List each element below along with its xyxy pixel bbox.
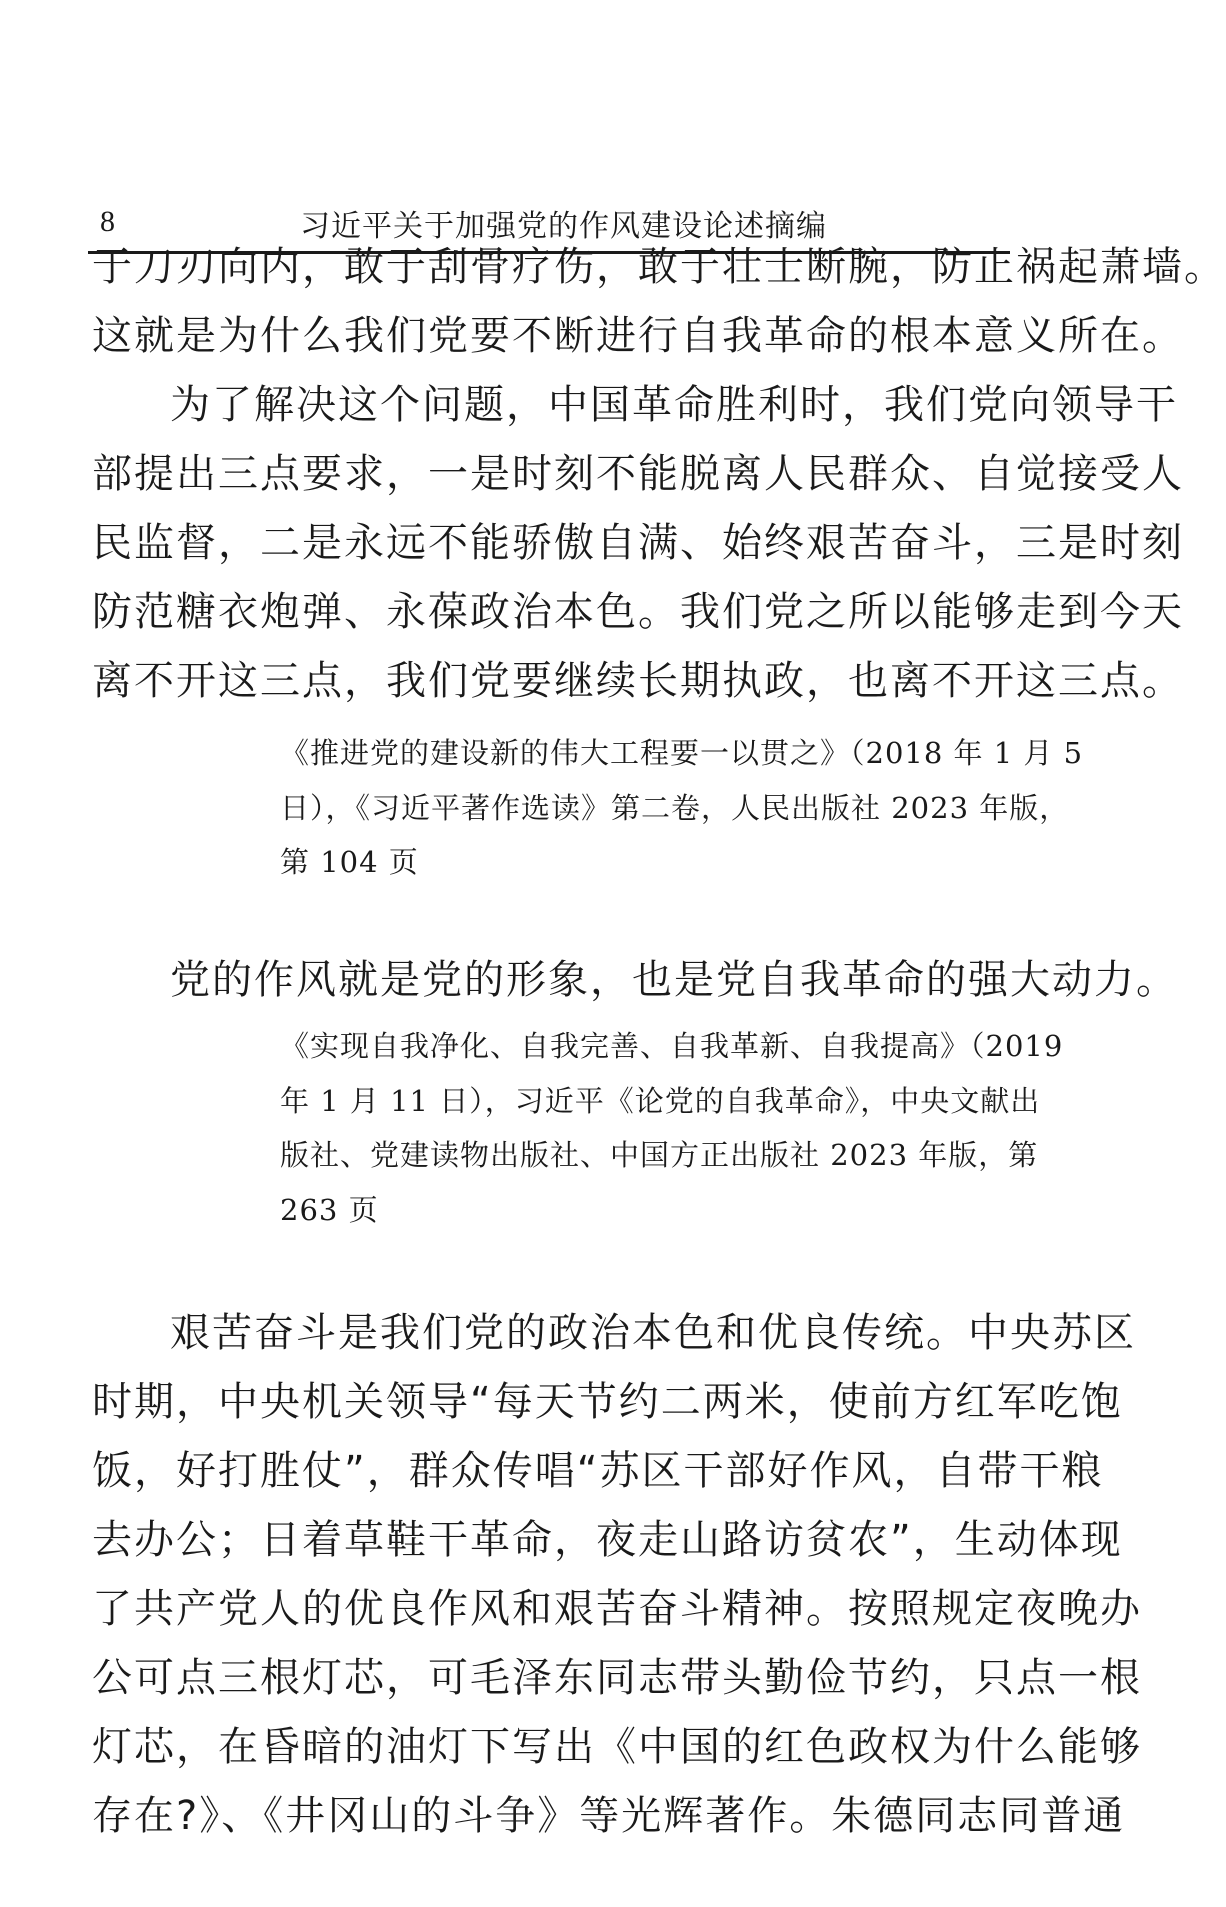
- body-line: 防范糖衣炮弹、永葆政治本色。我们党之所以能够走到今天: [92, 589, 1184, 635]
- body-line: 饭，好打胜仗”，群众传唱“苏区干部好作风，自带干粮: [92, 1448, 1104, 1494]
- source-note-line: 263 页: [280, 1193, 379, 1227]
- body-line: 这就是为什么我们党要不断进行自我革命的根本意义所在。: [92, 313, 1184, 359]
- body-line: 了共产党人的优良作风和艰苦奋斗精神。按照规定夜晚办: [92, 1586, 1142, 1632]
- page-number: 8: [100, 205, 115, 238]
- page-header: [92, 195, 1010, 245]
- source-note-line: 《推进党的建设新的伟大工程要一以贯之》（2018 年 1 月 5: [280, 736, 1084, 770]
- body-line: 离不开这三点，我们党要继续长期执政，也离不开这三点。: [92, 658, 1184, 704]
- body-line: 部提出三点要求，一是时刻不能脱离人民群众、自觉接受人: [92, 451, 1184, 497]
- body-line: 艰苦奋斗是我们党的政治本色和优良传统。中央苏区: [170, 1310, 1136, 1356]
- source-note-line: 第 104 页: [280, 845, 419, 879]
- body-line: 时期，中央机关领导“每天节约二两米，使前方红军吃饱: [92, 1379, 1123, 1425]
- body-line: 为了解决这个问题，中国革命胜利时，我们党向领导干: [170, 382, 1178, 428]
- source-note-line: 年 1 月 11 日），习近平《论党的自我革命》，中央文献出: [280, 1084, 1041, 1118]
- body-line: 公可点三根灯芯，可毛泽东同志带头勤俭节约，只点一根: [92, 1655, 1142, 1701]
- source-note-line: 《实现自我净化、自我完善、自我革新、自我提高》（2019: [280, 1029, 1064, 1063]
- body-line: 党的作风就是党的形象，也是党自我革命的强大动力。: [170, 957, 1178, 1003]
- body-line: 存在?》、《井冈山的斗争》等光辉著作。朱德同志同普通: [92, 1793, 1126, 1839]
- body-line: 去办公；日着草鞋干革命，夜走山路访贫农”，生动体现: [92, 1517, 1123, 1563]
- body-line: 灯芯，在昏暗的油灯下写出《中国的红色政权为什么能够: [92, 1724, 1142, 1770]
- body-line: 于刀刃向内，敢于刮骨疗伤，敢于壮士断腕，防止祸起萧墙。: [92, 244, 1226, 290]
- source-note-line: 版社、党建读物出版社、中国方正出版社 2023 年版，第: [280, 1138, 1039, 1172]
- running-title: 习近平关于加强党的作风建设论述摘编: [300, 209, 827, 244]
- body-line: 民监督，二是永远不能骄傲自满、始终艰苦奋斗，三是时刻: [92, 520, 1184, 566]
- source-note-line: 日），《习近平著作选读》第二卷，人民出版社 2023 年版，: [280, 791, 1070, 825]
